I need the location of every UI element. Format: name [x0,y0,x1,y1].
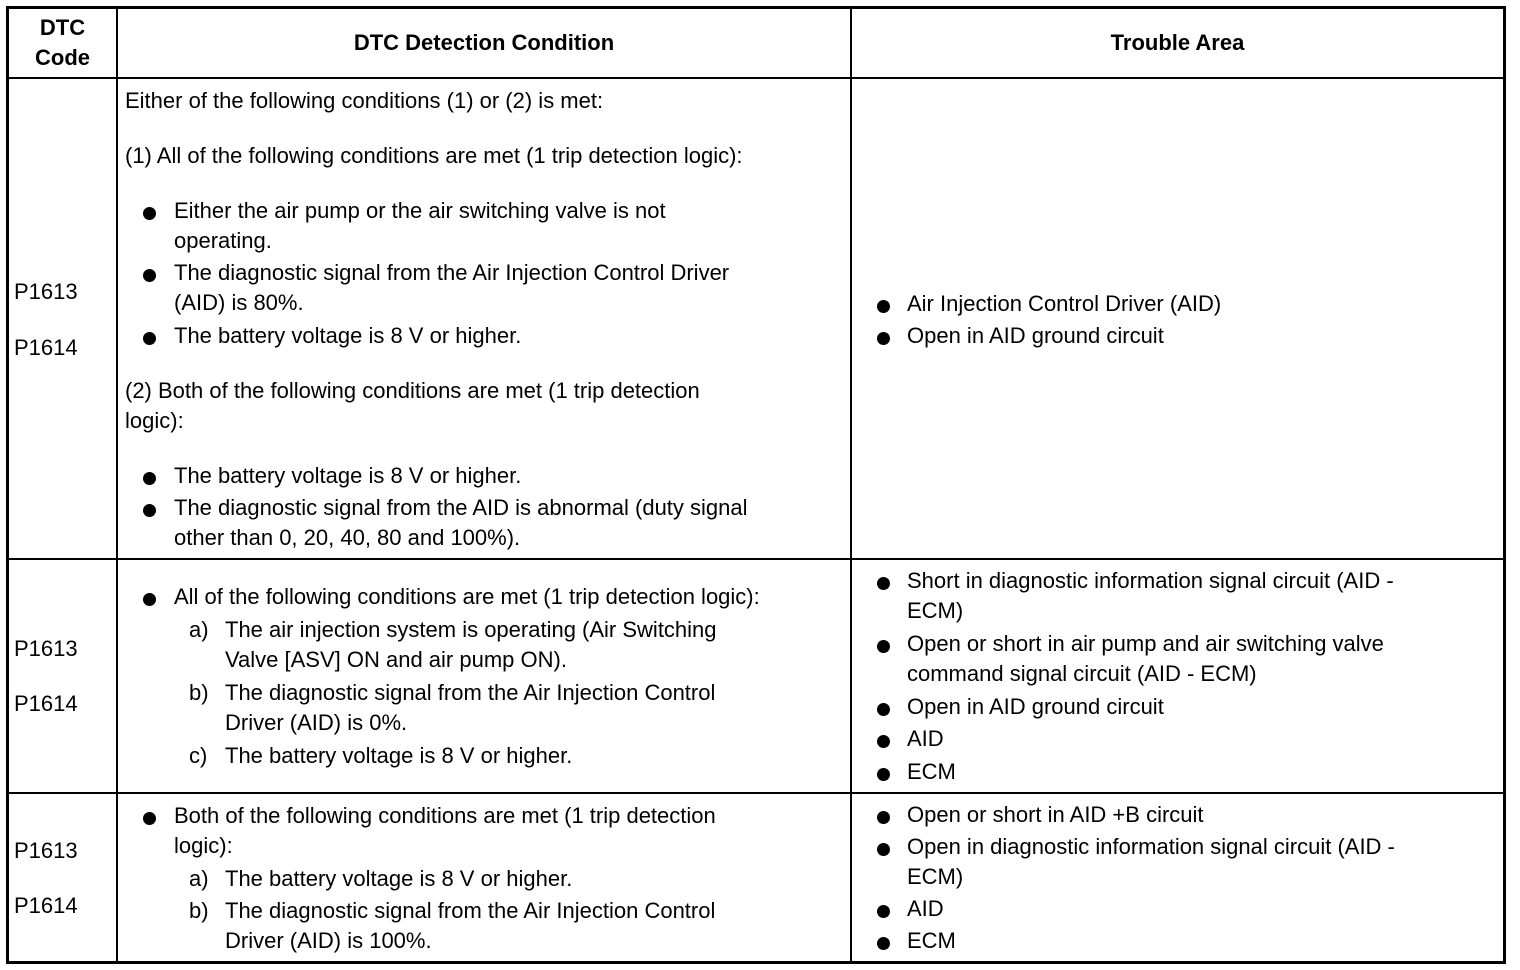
column-divider [850,9,852,961]
bullet-icon [143,472,156,485]
row1-condition2-title-line1: (2) Both of the following conditions are met (1 trip detection [125,378,700,403]
row3-bullet-line1: Both of the following conditions are met (1 trip detection [174,803,716,828]
bullet-icon [877,577,890,590]
dtc-table [6,6,1506,964]
row3-trouble4: ECM [907,928,956,953]
row2-b-line2: Driver (AID) is 0%. [225,710,408,735]
row3-trouble3: AID [907,896,944,921]
bullet-icon [143,812,156,825]
row3-trouble2-line2: ECM) [907,864,964,889]
header-trouble-area: Trouble Area [1110,30,1245,55]
row3-bullet-line2: logic): [174,833,233,858]
row2-trouble5: ECM [907,759,956,784]
row2-c-line1: The battery voltage is 8 V or higher. [225,743,573,768]
row3-b-label: b) [189,898,209,923]
row2-a-label: a) [189,617,209,642]
row2-a-line1: The air injection system is operating (Air Switching [225,617,717,642]
row2-trouble2-line1: Open or short in air pump and air switching valve [907,631,1384,656]
row2-code-1: P1613 [14,636,78,661]
row2-trouble1-line1: Short in diagnostic information signal circuit (AID - [907,568,1394,593]
row3-trouble1: Open or short in AID +B circuit [907,802,1204,827]
row2-trouble4: AID [907,726,944,751]
row1-condition1-title: (1) All of the following conditions are met (1 trip detection logic): [125,143,743,168]
bullet-icon [877,768,890,781]
bullet-icon [877,811,890,824]
row1-c1-bullet3: The battery voltage is 8 V or higher. [174,323,522,348]
bullet-icon [143,207,156,220]
bullet-icon [877,843,890,856]
row3-code-2: P1614 [14,893,78,918]
bullet-icon [143,269,156,282]
row2-c-label: c) [189,743,208,768]
bullet-icon [877,640,890,653]
header-detection-condition: DTC Detection Condition [353,30,615,55]
bullet-icon [143,332,156,345]
row3-b-line2: Driver (AID) is 100%. [225,928,432,953]
row1-c2-bullet1: The battery voltage is 8 V or higher. [174,463,522,488]
row-divider [9,77,1503,79]
row1-condition2-title-line2: logic): [125,408,184,433]
row1-code-2: P1614 [14,335,78,360]
row1-code-1: P1613 [14,279,78,304]
row1-c2-bullet2-line2: other than 0, 20, 40, 80 and 100%). [174,525,521,550]
row2-a-line2: Valve [ASV] ON and air pump ON). [225,647,567,672]
bullet-icon [877,332,890,345]
bullet-icon [877,703,890,716]
bullet-icon [143,504,156,517]
column-divider [116,9,118,961]
row-divider [9,792,1503,794]
row2-b-label: b) [189,680,209,705]
row1-c1-bullet2-line1: The diagnostic signal from the Air Injection Control Driver [174,260,730,285]
row-divider [9,558,1503,560]
row2-trouble2-line2: command signal circuit (AID - ECM) [907,661,1257,686]
bullet-icon [143,593,156,606]
row1-c1-bullet2-line2: (AID) is 80%. [174,290,304,315]
header-dtc-line2: Code [35,45,90,70]
row1-c1-bullet1-line1: Either the air pump or the air switching valve is not [174,198,666,223]
row1-c1-bullet1-line2: operating. [174,228,272,253]
row3-code-1: P1613 [14,838,78,863]
row2-trouble1-line2: ECM) [907,598,964,623]
bullet-icon [877,905,890,918]
row1-trouble-1: Air Injection Control Driver (AID) [907,291,1222,316]
row1-trouble-2: Open in AID ground circuit [907,323,1164,348]
row2-b-line1: The diagnostic signal from the Air Injection Control [225,680,716,705]
row1-c2-bullet2-line1: The diagnostic signal from the AID is abnormal (duty signal [174,495,748,520]
row2-bullet: All of the following conditions are met (1 trip detection logic): [174,584,760,609]
bullet-icon [877,937,890,950]
row3-a-line1: The battery voltage is 8 V or higher. [225,866,573,891]
row3-b-line1: The diagnostic signal from the Air Injection Control [225,898,716,923]
header-dtc-line1: DTC [39,15,86,40]
row2-trouble3: Open in AID ground circuit [907,694,1164,719]
row2-code-2: P1614 [14,691,78,716]
row3-trouble2-line1: Open in diagnostic information signal circuit (AID - [907,834,1395,859]
bullet-icon [877,735,890,748]
row3-a-label: a) [189,866,209,891]
bullet-icon [877,300,890,313]
row1-intro: Either of the following conditions (1) or (2) is met: [125,88,604,113]
header-dtc-code [9,13,116,73]
